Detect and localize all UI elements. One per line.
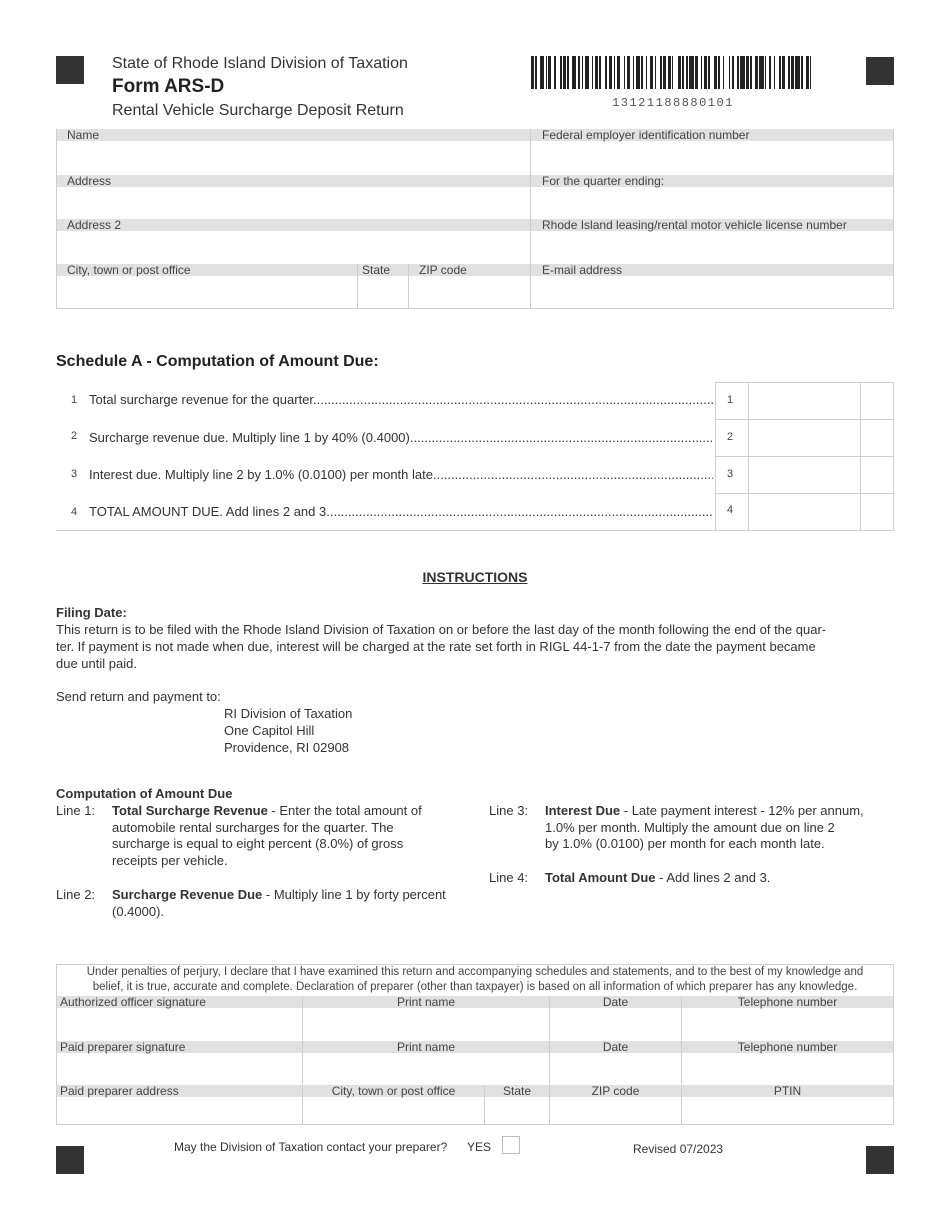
license-number-label: Rhode Island leasing/rental motor vehicle license number [531,219,893,231]
line2-instruction-text: (0.4000). [112,904,165,919]
line-number: 4 [71,506,78,518]
date-label: Date [550,1041,681,1053]
email-input[interactable] [531,276,893,308]
filing-date-text: due until paid. [56,656,137,671]
line-2-amount-input[interactable] [749,420,860,456]
telephone-label: Telephone number [682,996,893,1008]
line-box-number: 2 [727,431,734,443]
registration-mark-bottom-right [866,1146,894,1174]
officer-date-input[interactable] [550,1008,681,1041]
quarter-ending-label: For the quarter ending: [531,175,893,187]
line-1-cents-input[interactable] [861,383,893,419]
yes-label: YES [467,1140,492,1154]
form-title: Form ARS-D [112,76,225,97]
line2-instruction-bold: Surcharge Revenue Due [112,887,263,902]
line4-instruction-text: - Add lines 2 and 3. [655,870,771,885]
line3-instruction-bold: Interest Due [545,803,621,818]
line1-instruction-text: - Enter the total amount of [267,803,422,818]
line-description: Surcharge revenue due. Multiply line 1 by 40% (0.4000) ..... [89,430,713,445]
line-2-cents-input[interactable] [861,420,893,456]
line-3-amount-input[interactable] [749,457,860,493]
line3-instruction-text: 1.0% per month. Multiply the amount due on line 2 [545,820,835,835]
agency-name: State of Rhode Island Division of Taxation [112,55,408,72]
line-number: 1 [71,394,78,406]
line-description: Interest due. Multiply line 2 by 1.0% (0.0100) per month late ..... [89,467,713,482]
name-label: Name [57,129,530,141]
officer-signature-label: Authorized officer signature [57,996,302,1008]
line1-instruction-text: automobile rental surcharges for the quarter. The [112,820,394,835]
preparer-address-input[interactable] [57,1097,302,1124]
print-name-label: Print name [303,1041,549,1053]
line3-instruction [545,802,864,819]
mailing-address-line: RI Division of Taxation [224,706,353,721]
line2-instruction-text: - Multiply line 1 by forty percent [262,887,446,902]
line-3-cents-input[interactable] [861,457,893,493]
state-input[interactable] [358,276,408,308]
preparer-city-label: City, town or post office [303,1085,484,1097]
filing-date-heading: Filing Date: [56,605,127,620]
line1-instruction-text: surcharge is equal to eight percent (8.0%) of gross [112,836,404,851]
filing-date-text: ter. If payment is not made when due, interest will be charged at the rate set forth in RIGL 44-1-7 from the date the payment became [56,639,816,654]
officer-signature-input[interactable] [57,1008,302,1041]
zip-input[interactable] [409,276,530,308]
fein-input[interactable] [531,141,893,175]
line-description: TOTAL AMOUNT DUE. Add lines 2 and 3 ..... [89,504,713,519]
line1-instruction-text: receipts per vehicle. [112,853,228,868]
filing-date-text: This return is to be filed with the Rhode Island Division of Taxation on or before the last day of the month following the end of the quar- [56,622,827,637]
address2-input[interactable] [57,231,530,264]
address2-label: Address 2 [57,219,530,231]
preparer-print-name-input[interactable] [303,1053,549,1085]
state-label: State [358,264,408,276]
address-input[interactable] [57,187,530,219]
line-box-number: 4 [727,504,734,516]
registration-mark-top-left [56,56,84,84]
line-box-number: 3 [727,468,734,480]
telephone-label: Telephone number [682,1041,893,1053]
computation-heading: Computation of Amount Due [56,786,233,801]
registration-mark-top-right [866,57,894,85]
line1-label: Line 1: [56,803,96,818]
city-label: City, town or post office [57,264,357,276]
officer-telephone-input[interactable] [682,1008,893,1041]
print-name-label: Print name [303,996,549,1008]
line3-instruction-text: - Late payment interest - 12% per annum, [620,803,864,818]
line2-instruction [112,886,446,903]
contact-preparer-checkbox[interactable] [502,1136,520,1154]
line-1-amount-input[interactable] [749,383,860,419]
preparer-address-label: Paid preparer address [57,1085,302,1097]
preparer-signature-label: Paid preparer signature [57,1041,302,1053]
line1-instruction-bold: Total Surcharge Revenue [112,803,268,818]
form-subtitle: Rental Vehicle Surcharge Deposit Return [112,102,404,119]
barcode-number: 13121188880101 [612,96,734,110]
line2-label: Line 2: [56,887,96,902]
line-4-cents-input[interactable] [861,494,893,530]
line-description: Total surcharge revenue for the quarter ..... [89,392,713,407]
date-label: Date [550,996,681,1008]
line3-instruction-text: by 1.0% (0.0100) per month for each month late. [545,836,825,851]
line3-label: Line 3: [489,803,529,818]
preparer-state-label: State [485,1085,549,1097]
ptin-label: PTIN [682,1085,893,1097]
ptin-input[interactable] [682,1097,893,1124]
zip-label: ZIP code [409,264,530,276]
schedule-a-title: Schedule A - Computation of Amount Due: [56,353,379,370]
send-to-label: Send return and payment to: [56,689,221,704]
preparer-state-input[interactable] [485,1097,549,1124]
line4-label: Line 4: [489,870,529,885]
officer-print-name-input[interactable] [303,1008,549,1041]
preparer-zip-label: ZIP code [550,1085,681,1097]
line-box-number: 1 [727,394,734,406]
perjury-statement: Under penalties of perjury, I declare that I have examined this return and accompanying schedules and statements, and to the best of my knowledge and [86,966,864,978]
barcode [531,56,815,89]
line-4-amount-input[interactable] [749,494,860,530]
name-input[interactable] [57,141,530,175]
contact-question: May the Division of Taxation contact your preparer? [174,1140,448,1154]
preparer-zip-input[interactable] [550,1097,681,1124]
preparer-telephone-input[interactable] [682,1053,893,1085]
preparer-date-input[interactable] [550,1053,681,1085]
address-label: Address [57,175,530,187]
line1-instruction [112,802,422,819]
city-input[interactable] [57,276,357,308]
mailing-address-line: One Capitol Hill [224,723,315,738]
preparer-city-input[interactable] [303,1097,484,1124]
line4-instruction [545,869,770,886]
revised-date: Revised 07/2023 [633,1142,724,1156]
instructions-title: INSTRUCTIONS [422,569,528,585]
mailing-address-line: Providence, RI 02908 [224,740,350,755]
preparer-signature-input[interactable] [57,1053,302,1085]
perjury-statement: belief, it is true, accurate and complete. Declaration of preparer (other than taxpayer) is based on all information of which preparer has any knowledge. [92,981,858,993]
quarter-ending-input[interactable] [531,187,893,219]
fein-label: Federal employer identification number [531,129,893,141]
line-number: 3 [71,468,78,480]
registration-mark-bottom-left [56,1146,84,1174]
email-label: E-mail address [531,264,893,276]
license-number-input[interactable] [531,231,893,264]
barcode-bar [811,56,814,89]
line4-instruction-bold: Total Amount Due [545,870,656,885]
line-number: 2 [71,430,78,442]
divider [56,530,716,531]
